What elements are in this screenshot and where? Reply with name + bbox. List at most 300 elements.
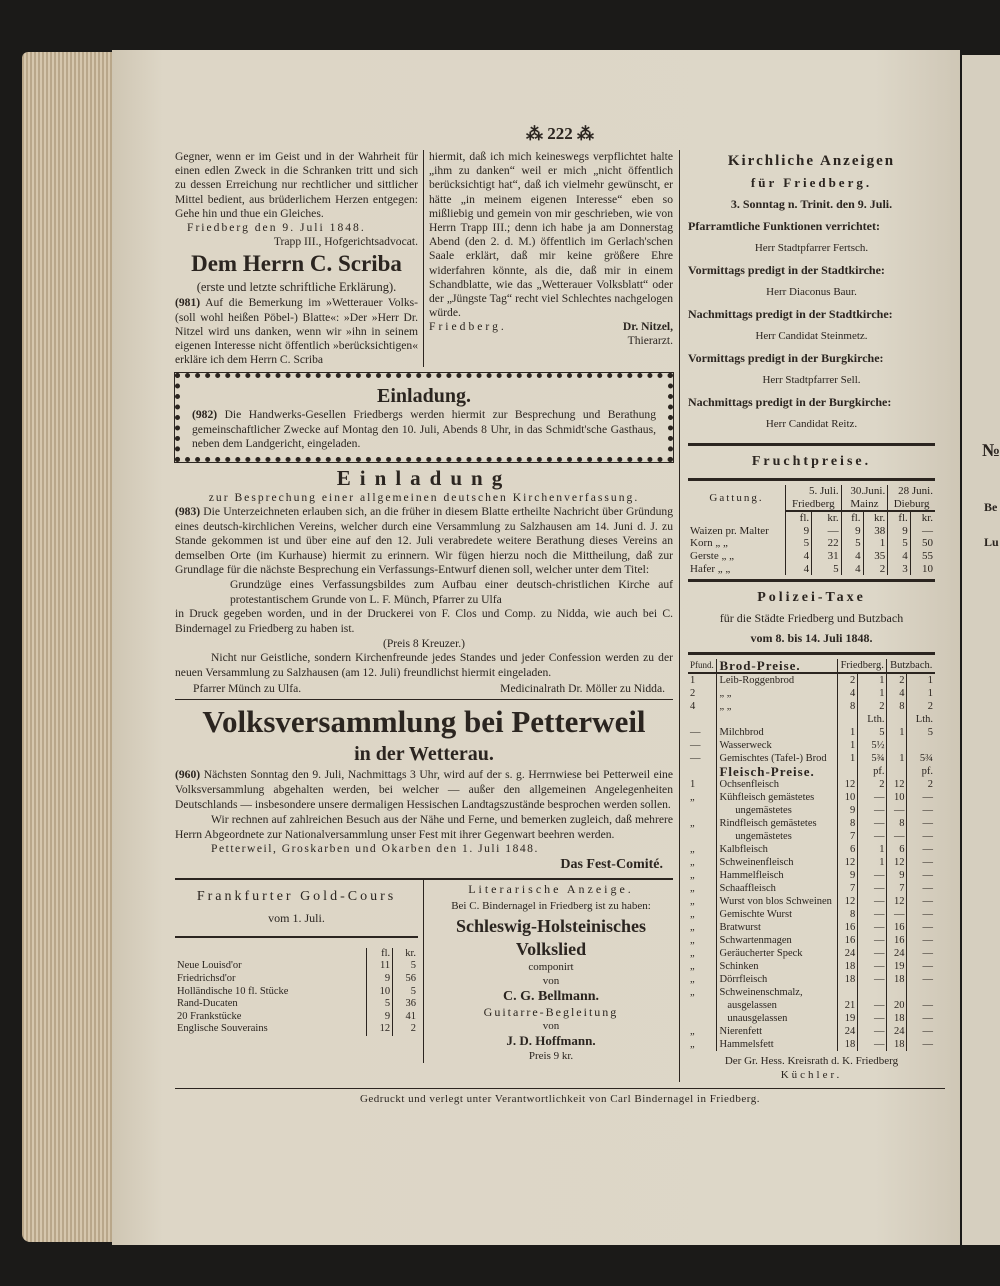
- unit-count: „: [690, 961, 695, 973]
- column-header: kr.: [393, 948, 418, 961]
- section-subtitle: für Friedberg.: [750, 175, 873, 190]
- table-row: [175, 998, 418, 1011]
- table-header: [688, 511, 935, 525]
- book-title: Grundzüge eines Verfassungsbildes zum Aufbau einer deutsch-christlichen Kirche auf protestantischem Grunde von L. F. Münch, Pfarrer zu Ulfa: [230, 578, 673, 606]
- item-name: Schinken: [717, 960, 837, 973]
- price: 9: [841, 525, 863, 538]
- kr-value: 1: [887, 726, 907, 739]
- kr-value: 18: [837, 973, 857, 986]
- kr-value: [887, 713, 907, 726]
- kr-value: 1: [837, 752, 857, 765]
- pf-value: 1: [907, 687, 935, 700]
- kr-value: 36: [393, 998, 418, 1011]
- pf-value: —: [907, 830, 935, 843]
- section-subtitle: für die Städte Friedberg und Butzbach: [719, 611, 904, 626]
- pf-value: —: [858, 1012, 887, 1025]
- article-text: Gegner, wenn er im Geist und in der Wahrheit für einen edlen Zweck in die Schranken tritt und sich zu dessen Erreichung nur rechtlicher und sittlicher Mittel bedient, aus brüderlichem Herzen entgegen: Gehe hin und thue ein Gleiches.: [175, 150, 418, 220]
- pf-value: —: [858, 804, 887, 817]
- price: (Preis 8 Kreuzer.): [382, 637, 466, 651]
- pf-value: —: [858, 908, 887, 921]
- table-row: [688, 713, 935, 726]
- coin-name: Friedrichsd'or: [177, 972, 236, 984]
- signature: Der Gr. Hess. Kreisrath d. K. Friedberg: [724, 1055, 899, 1068]
- price: —: [910, 525, 935, 538]
- church-person: Herr Stadtpfarrer Sell.: [762, 374, 861, 386]
- kr-value: 12: [837, 856, 857, 869]
- gold-cours: [175, 880, 424, 1063]
- pf-value: —: [858, 817, 887, 830]
- kr-value: 8: [837, 908, 857, 921]
- item-name: Schwartenmagen: [717, 934, 837, 947]
- page-number: ⁂ 222 ⁂: [526, 124, 594, 143]
- kr-value: 12: [837, 895, 857, 908]
- pf-value: 2: [907, 700, 935, 713]
- grain-name: Waizen pr. Malter: [690, 524, 769, 537]
- table-row: [175, 973, 418, 986]
- price: 4: [841, 563, 863, 576]
- price: 5: [888, 537, 911, 550]
- unit-count: „: [690, 987, 695, 999]
- kr-value: 2: [837, 673, 857, 687]
- next-page-edge: [962, 55, 1000, 1245]
- table-row: [688, 817, 935, 830]
- table-row: [688, 700, 935, 713]
- section-title: Fruchtpreise.: [751, 454, 872, 469]
- kr-value: [837, 986, 857, 999]
- kr-value: 10: [837, 791, 857, 804]
- signature: Medicinalrath Dr. Möller zu Nidda.: [500, 681, 665, 695]
- price: 2: [863, 563, 888, 576]
- place-header: Butzbach.: [887, 659, 935, 673]
- pf-value: —: [907, 1012, 935, 1025]
- pf-value: —: [907, 934, 935, 947]
- unit-count: [688, 1012, 717, 1025]
- kr-value: 16: [887, 921, 907, 934]
- item-name: Kalbfleisch: [717, 843, 837, 856]
- fl-value: 9: [367, 1011, 393, 1024]
- kr-value: 4: [837, 687, 857, 700]
- notice-text: Wir rechnen auf zahlreichen Besuch aus der Nähe und Ferne, und bemerken zugleich, daß mehrere Herrn Abgeordnete zur Nationalversammlung unser Fest mit ihrer Gegenwart beehren werden.: [175, 812, 673, 841]
- table-row: [688, 791, 935, 804]
- price: 5: [786, 537, 812, 550]
- bread-meat-price-table: [688, 659, 935, 1051]
- pf-value: —: [907, 895, 935, 908]
- table-header: [688, 485, 935, 498]
- table-header: [688, 659, 935, 673]
- right-area: [680, 150, 935, 1082]
- notice-subtitle: zur Besprechung einer allgemeinen deutschen Kirchenverfassung.: [208, 491, 640, 505]
- pf-value: —: [907, 804, 935, 817]
- pf-value: 5: [907, 726, 935, 739]
- table-row: [688, 563, 935, 576]
- item-name: Kühfleisch gemästetes: [717, 791, 837, 804]
- unit-count: [688, 830, 717, 843]
- kr-value: 8: [837, 700, 857, 713]
- dateline: Petterweil, Groskarben und Okarben den 1. Juli 1848.: [211, 841, 539, 855]
- rule: [688, 443, 935, 446]
- unit-count: —: [690, 753, 701, 765]
- table-row: [688, 550, 935, 563]
- notice-text: Bei C. Bindernagel in Friedberg ist zu haben:: [451, 899, 651, 912]
- notice-number: (981): [175, 296, 201, 310]
- notice-text: Die Unterzeichneten erlauben sich, an die früher in diesem Blatte ertheilte Nachricht über Gründung eines deutsch-kirchlichen Vereins, welcher durch eine Versammlung zu Salzhausen am 14. Juni d. J. zu Stande gekommen ist und über eine auf den 12. Juli verabredete weitere Berathung dieses Vereins an demselben Orte (im Kurhause) hiermit zu erinnern. Wir fügen hierzu noch die Mittheilung, daß zur Grundlage für die nächste Besprechung ein Verfassungs-Entwurf dienen soll, welcher unter dem Titel:: [175, 505, 673, 577]
- item-name: ungemästetes: [717, 804, 837, 817]
- pf-value: Lth.: [858, 713, 887, 726]
- item-name: Geräucherter Speck: [717, 947, 837, 960]
- notice-number: (983): [175, 505, 201, 519]
- kr-value: 5: [393, 986, 418, 999]
- kr-value: 24: [837, 1025, 857, 1038]
- empty: [175, 948, 367, 961]
- article-text: Auf die Bemerkung im »Wetterauer Volks- (soll wohl heißen Pöbel-) Blatte«: »Der »Herr Dr. Nitzel wird uns danken, wenn wir »ihn in seinem eigenen Interesse nicht öffentlich »berücksichtigen« erkläre ich dem Herrn C. Scriba: [175, 296, 418, 367]
- kr-value: 21: [837, 999, 857, 1012]
- kr-value: 18: [887, 1038, 907, 1051]
- unit-count: „: [690, 1026, 695, 1038]
- pf-value: —: [907, 960, 935, 973]
- notice-text: componirt: [528, 960, 574, 973]
- unit-count: 1: [690, 675, 696, 687]
- kr-value: —: [887, 830, 907, 843]
- kr-value: 18: [837, 1038, 857, 1051]
- kr-value: 18: [837, 960, 857, 973]
- item-name: Rindfleisch gemästetes: [717, 817, 837, 830]
- unit: kr.: [812, 511, 842, 525]
- pf-value: —: [907, 882, 935, 895]
- church-role: Nachmittags predigt in der Stadtkirche:: [688, 307, 893, 321]
- section-date: vom 8. bis 14. Juli 1848.: [750, 631, 873, 646]
- pf-value: —: [858, 1025, 887, 1038]
- item-name: Fleisch-Preise.: [717, 765, 837, 778]
- unit-count: „: [690, 792, 695, 804]
- kr-value: 41: [393, 1011, 418, 1024]
- item-name: Gemischtes (Tafel-) Brod: [717, 752, 837, 765]
- kr-value: 8: [837, 817, 857, 830]
- table-row: [688, 921, 935, 934]
- pf-value: —: [907, 947, 935, 960]
- next-page-fragment: Lu: [984, 535, 999, 549]
- church-person: Herr Stadtpfarrer Fertsch.: [754, 242, 869, 254]
- coin-name: Rand-Ducaten: [177, 998, 238, 1010]
- pf-value: 1: [858, 843, 887, 856]
- item-name: Schweinenschmalz,: [717, 986, 837, 999]
- bottom-columns: [175, 880, 673, 1063]
- arranger: J. D. Hoffmann.: [506, 1032, 596, 1048]
- empty: [688, 511, 786, 525]
- kr-value: 12: [887, 895, 907, 908]
- unit-count: „: [690, 909, 695, 921]
- pf-value: —: [858, 947, 887, 960]
- unit-count: „: [690, 922, 695, 934]
- price: 55: [910, 550, 935, 563]
- fl-value: 5: [367, 998, 393, 1011]
- price: 3: [888, 563, 911, 576]
- unit-count: „: [690, 844, 695, 856]
- pf-value: pf.: [907, 765, 935, 778]
- place-header: Dieburg: [888, 498, 935, 512]
- subheadline: in der Wetterau.: [354, 742, 494, 765]
- pf-value: 5½: [858, 739, 887, 752]
- page-number-text: 222: [547, 124, 573, 143]
- unit-count: —: [690, 727, 701, 739]
- work-title: Volkslied: [515, 938, 587, 959]
- unit-count: [688, 765, 717, 778]
- item-name: Milchbrod: [717, 726, 837, 739]
- fl-value: 12: [367, 1023, 393, 1036]
- unit-count: [688, 999, 717, 1012]
- signer: Küchler.: [780, 1069, 843, 1082]
- item-name: Hammelsfett: [717, 1038, 837, 1051]
- notice-title: Einladung: [336, 466, 512, 491]
- kr-value: 19: [887, 960, 907, 973]
- pf-value: —: [858, 973, 887, 986]
- table-row: [688, 687, 935, 700]
- imprint: Gedruckt und verlegt unter Verantwortlichkeit von Carl Bindernagel in Friedberg.: [175, 1088, 945, 1105]
- fl-value: 10: [367, 986, 393, 999]
- kr-value: [887, 765, 907, 778]
- kr-value: 6: [887, 843, 907, 856]
- kr-value: —: [887, 908, 907, 921]
- unit-count: „: [690, 870, 695, 882]
- church-role: Vormittags predigt in der Burgkirche:: [688, 351, 884, 365]
- page-content: [175, 150, 950, 1082]
- pf-value: —: [907, 999, 935, 1012]
- top-columns: [175, 150, 673, 367]
- price: 22: [812, 537, 842, 550]
- kr-value: 2: [393, 1023, 418, 1036]
- table-row: [688, 869, 935, 882]
- item-name: Wasserweck: [717, 739, 837, 752]
- dateline: Friedberg den 9. Juli 1848.: [187, 221, 366, 235]
- kr-value: 12: [837, 778, 857, 791]
- table-row: [688, 765, 935, 778]
- rule: [688, 478, 935, 481]
- unit-count: „: [690, 935, 695, 947]
- pf-value: —: [858, 921, 887, 934]
- pf-value: 1: [907, 673, 935, 687]
- table-row: [688, 973, 935, 986]
- price: 4: [888, 550, 911, 563]
- pf-value: —: [858, 791, 887, 804]
- pf-value: 1: [858, 687, 887, 700]
- kr-value: 8: [887, 817, 907, 830]
- item-name: ungemästetes: [717, 830, 837, 843]
- table-row: [688, 1025, 935, 1038]
- rule: [688, 579, 935, 582]
- item-name: Wurst von blos Schweinen: [717, 895, 837, 908]
- kr-value: 1: [837, 739, 857, 752]
- left-column: [175, 150, 424, 367]
- item-name: Hammelfleisch: [717, 869, 837, 882]
- pf-value: —: [858, 960, 887, 973]
- table-row: [688, 1012, 935, 1025]
- pf-value: —: [858, 999, 887, 1012]
- item-name: Dörrfleisch: [717, 973, 837, 986]
- kr-value: 5: [393, 960, 418, 973]
- coin-name: 20 Frankstücke: [177, 1010, 242, 1022]
- unit-count: [688, 713, 717, 726]
- pf-value: —: [907, 1038, 935, 1051]
- next-page-fragment: Be: [984, 500, 998, 514]
- fl-value: 9: [367, 973, 393, 986]
- table-row: [688, 908, 935, 921]
- signer-title: Thierarzt.: [627, 334, 673, 348]
- page-edges: [22, 52, 122, 1242]
- subheadline: (erste und letzte schriftliche Erklärung).: [196, 280, 397, 295]
- column-header: fl.: [367, 948, 393, 961]
- table-row: [175, 960, 418, 973]
- table-row: [688, 1038, 935, 1051]
- kr-value: 12: [887, 856, 907, 869]
- composer: C. G. Bellmann.: [502, 988, 600, 1004]
- item-name: Bratwurst: [717, 921, 837, 934]
- section-title: Polizei-Taxe: [757, 590, 866, 606]
- kr-value: 6: [837, 843, 857, 856]
- volksversammlung: [175, 703, 673, 874]
- kr-value: [837, 765, 857, 778]
- notice-number: (982): [192, 408, 218, 422]
- rule: [175, 936, 418, 938]
- table-row: [688, 778, 935, 791]
- item-name: Schaaffleisch: [717, 882, 837, 895]
- place: Friedberg.: [429, 320, 507, 334]
- grain-name: Hafer „ „: [690, 562, 731, 575]
- kr-value: 9: [887, 869, 907, 882]
- kr-value: 2: [887, 673, 907, 687]
- kr-value: 24: [837, 947, 857, 960]
- unit: kr.: [910, 511, 935, 525]
- pf-value: 5¾: [907, 752, 935, 765]
- church-person: Herr Diaconus Baur.: [766, 286, 857, 298]
- church-role: Vormittags predigt in der Stadtkirche:: [688, 263, 885, 277]
- date-header: 28 Juni.: [888, 485, 935, 498]
- kr-value: 24: [887, 1025, 907, 1038]
- unit: fl.: [841, 511, 863, 525]
- kr-value: 16: [837, 921, 857, 934]
- table-row: [688, 960, 935, 973]
- einladung-1: [175, 373, 673, 462]
- kr-value: 18: [887, 1012, 907, 1025]
- kr-value: 20: [887, 999, 907, 1012]
- kr-value: 18: [887, 973, 907, 986]
- price: 50: [910, 537, 935, 550]
- pf-value: —: [907, 908, 935, 921]
- item-name: Schweinenfleisch: [717, 856, 837, 869]
- unit-count: „: [690, 883, 695, 895]
- table-row: [175, 1023, 418, 1036]
- notice-text: Guitarre-Begleitung: [483, 1004, 619, 1019]
- unit-count: 2: [690, 688, 696, 700]
- kr-value: 12: [887, 778, 907, 791]
- place-header: Mainz: [841, 498, 888, 512]
- einladung-2: [175, 466, 673, 696]
- table-row: [688, 843, 935, 856]
- notice-text: Nicht nur Geistliche, sondern Kirchenfreunde jedes Standes und jeder Confession werden zu der neuen Versammlung zu Salzhausen (am 12. Juli) freundlichst hiermit eingeladen.: [175, 651, 673, 679]
- pf-value: —: [858, 869, 887, 882]
- kr-value: 1: [837, 726, 857, 739]
- unit-count: „: [690, 1039, 695, 1051]
- table-row: [688, 726, 935, 739]
- pf-value: —: [907, 973, 935, 986]
- kr-value: 19: [837, 1012, 857, 1025]
- kr-value: 7: [837, 882, 857, 895]
- table-row: [688, 986, 935, 999]
- work-title: Schleswig-Holsteinisches: [455, 915, 646, 936]
- pf-value: 2: [907, 778, 935, 791]
- grain-name: Gerste „ „: [690, 549, 734, 562]
- pf-value: —: [858, 895, 887, 908]
- table-row: [688, 525, 935, 538]
- pf-value: 1: [858, 673, 887, 687]
- pf-value: —: [907, 791, 935, 804]
- table-row: [688, 804, 935, 817]
- kr-value: 9: [837, 869, 857, 882]
- table-row: [175, 986, 418, 999]
- table-row: [688, 673, 935, 687]
- kr-value: [887, 986, 907, 999]
- item-name: Leib-Roggenbrod: [717, 673, 837, 687]
- table-row: [688, 947, 935, 960]
- date-header: 30.Juni.: [841, 485, 888, 498]
- place-header: Friedberg: [786, 498, 842, 512]
- unit-count: —: [690, 740, 701, 752]
- signer: Dr. Nitzel,: [622, 320, 673, 334]
- pf-value: —: [858, 882, 887, 895]
- notice-text: Die Handwerks-Gesellen Friedbergs werden hiermit zur Besprechung und Berathung gemeinschaftlicher Zwecke auf Montag den 10. Juli, Abends 8 Uhr, in das Schmidt'sche Gasthaus, neben dem Landgericht, eingeladen.: [192, 408, 656, 450]
- coin-name: Englische Souverains: [177, 1023, 268, 1035]
- item-name: Nierenfett: [717, 1025, 837, 1038]
- notice-text: Nächsten Sonntag den 9. Juli, Nachmittags 3 Uhr, wird auf der s. g. Herrnwiese bei Petterweil eine Volksversammlung abgehalten werden, bei welcher — außer den allgemeinen Angelegenheiten Deutschlands — insbesondere unsere dermaligen Hessischen Landtagszustände besprochen werden sollen.: [175, 767, 673, 811]
- rule: [688, 652, 935, 655]
- pf-value: 2: [858, 700, 887, 713]
- table-row: [688, 999, 935, 1012]
- kr-value: 16: [837, 934, 857, 947]
- kr-value: 56: [393, 973, 418, 986]
- price: 31: [812, 550, 842, 563]
- price: 5: [841, 537, 863, 550]
- pf-value: [858, 986, 887, 999]
- price: 38: [863, 525, 888, 538]
- item-name: „ „: [717, 700, 837, 713]
- middle-column: [424, 150, 673, 367]
- signature: Das Fest-Comité.: [560, 856, 663, 872]
- church-notices: [688, 150, 935, 435]
- notice-text: von: [542, 974, 560, 987]
- price: 4: [786, 550, 812, 563]
- kr-value: [837, 713, 857, 726]
- item-name: ausgelassen: [717, 999, 837, 1012]
- pf-value: —: [858, 934, 887, 947]
- unit-count: 4: [690, 701, 696, 713]
- pf-value: 2: [858, 778, 887, 791]
- price: 35: [863, 550, 888, 563]
- price: 5: [812, 563, 842, 576]
- unit-count: „: [690, 896, 695, 908]
- pf-value: Lth.: [907, 713, 935, 726]
- fruit-price-table: [688, 485, 935, 575]
- kr-value: —: [887, 804, 907, 817]
- table-row: [688, 895, 935, 908]
- kr-value: 7: [837, 830, 857, 843]
- pf-value: —: [907, 817, 935, 830]
- headline: Volksversammlung bei Petterweil: [202, 703, 646, 739]
- item-name: Gemischte Wurst: [717, 908, 837, 921]
- next-page-fragment: №: [982, 440, 1000, 460]
- pf-value: —: [858, 830, 887, 843]
- unit-count: „: [690, 948, 695, 960]
- table-row: [688, 934, 935, 947]
- church-role: Pfarramtliche Funktionen verrichtet:: [688, 219, 880, 233]
- pf-value: —: [907, 1025, 935, 1038]
